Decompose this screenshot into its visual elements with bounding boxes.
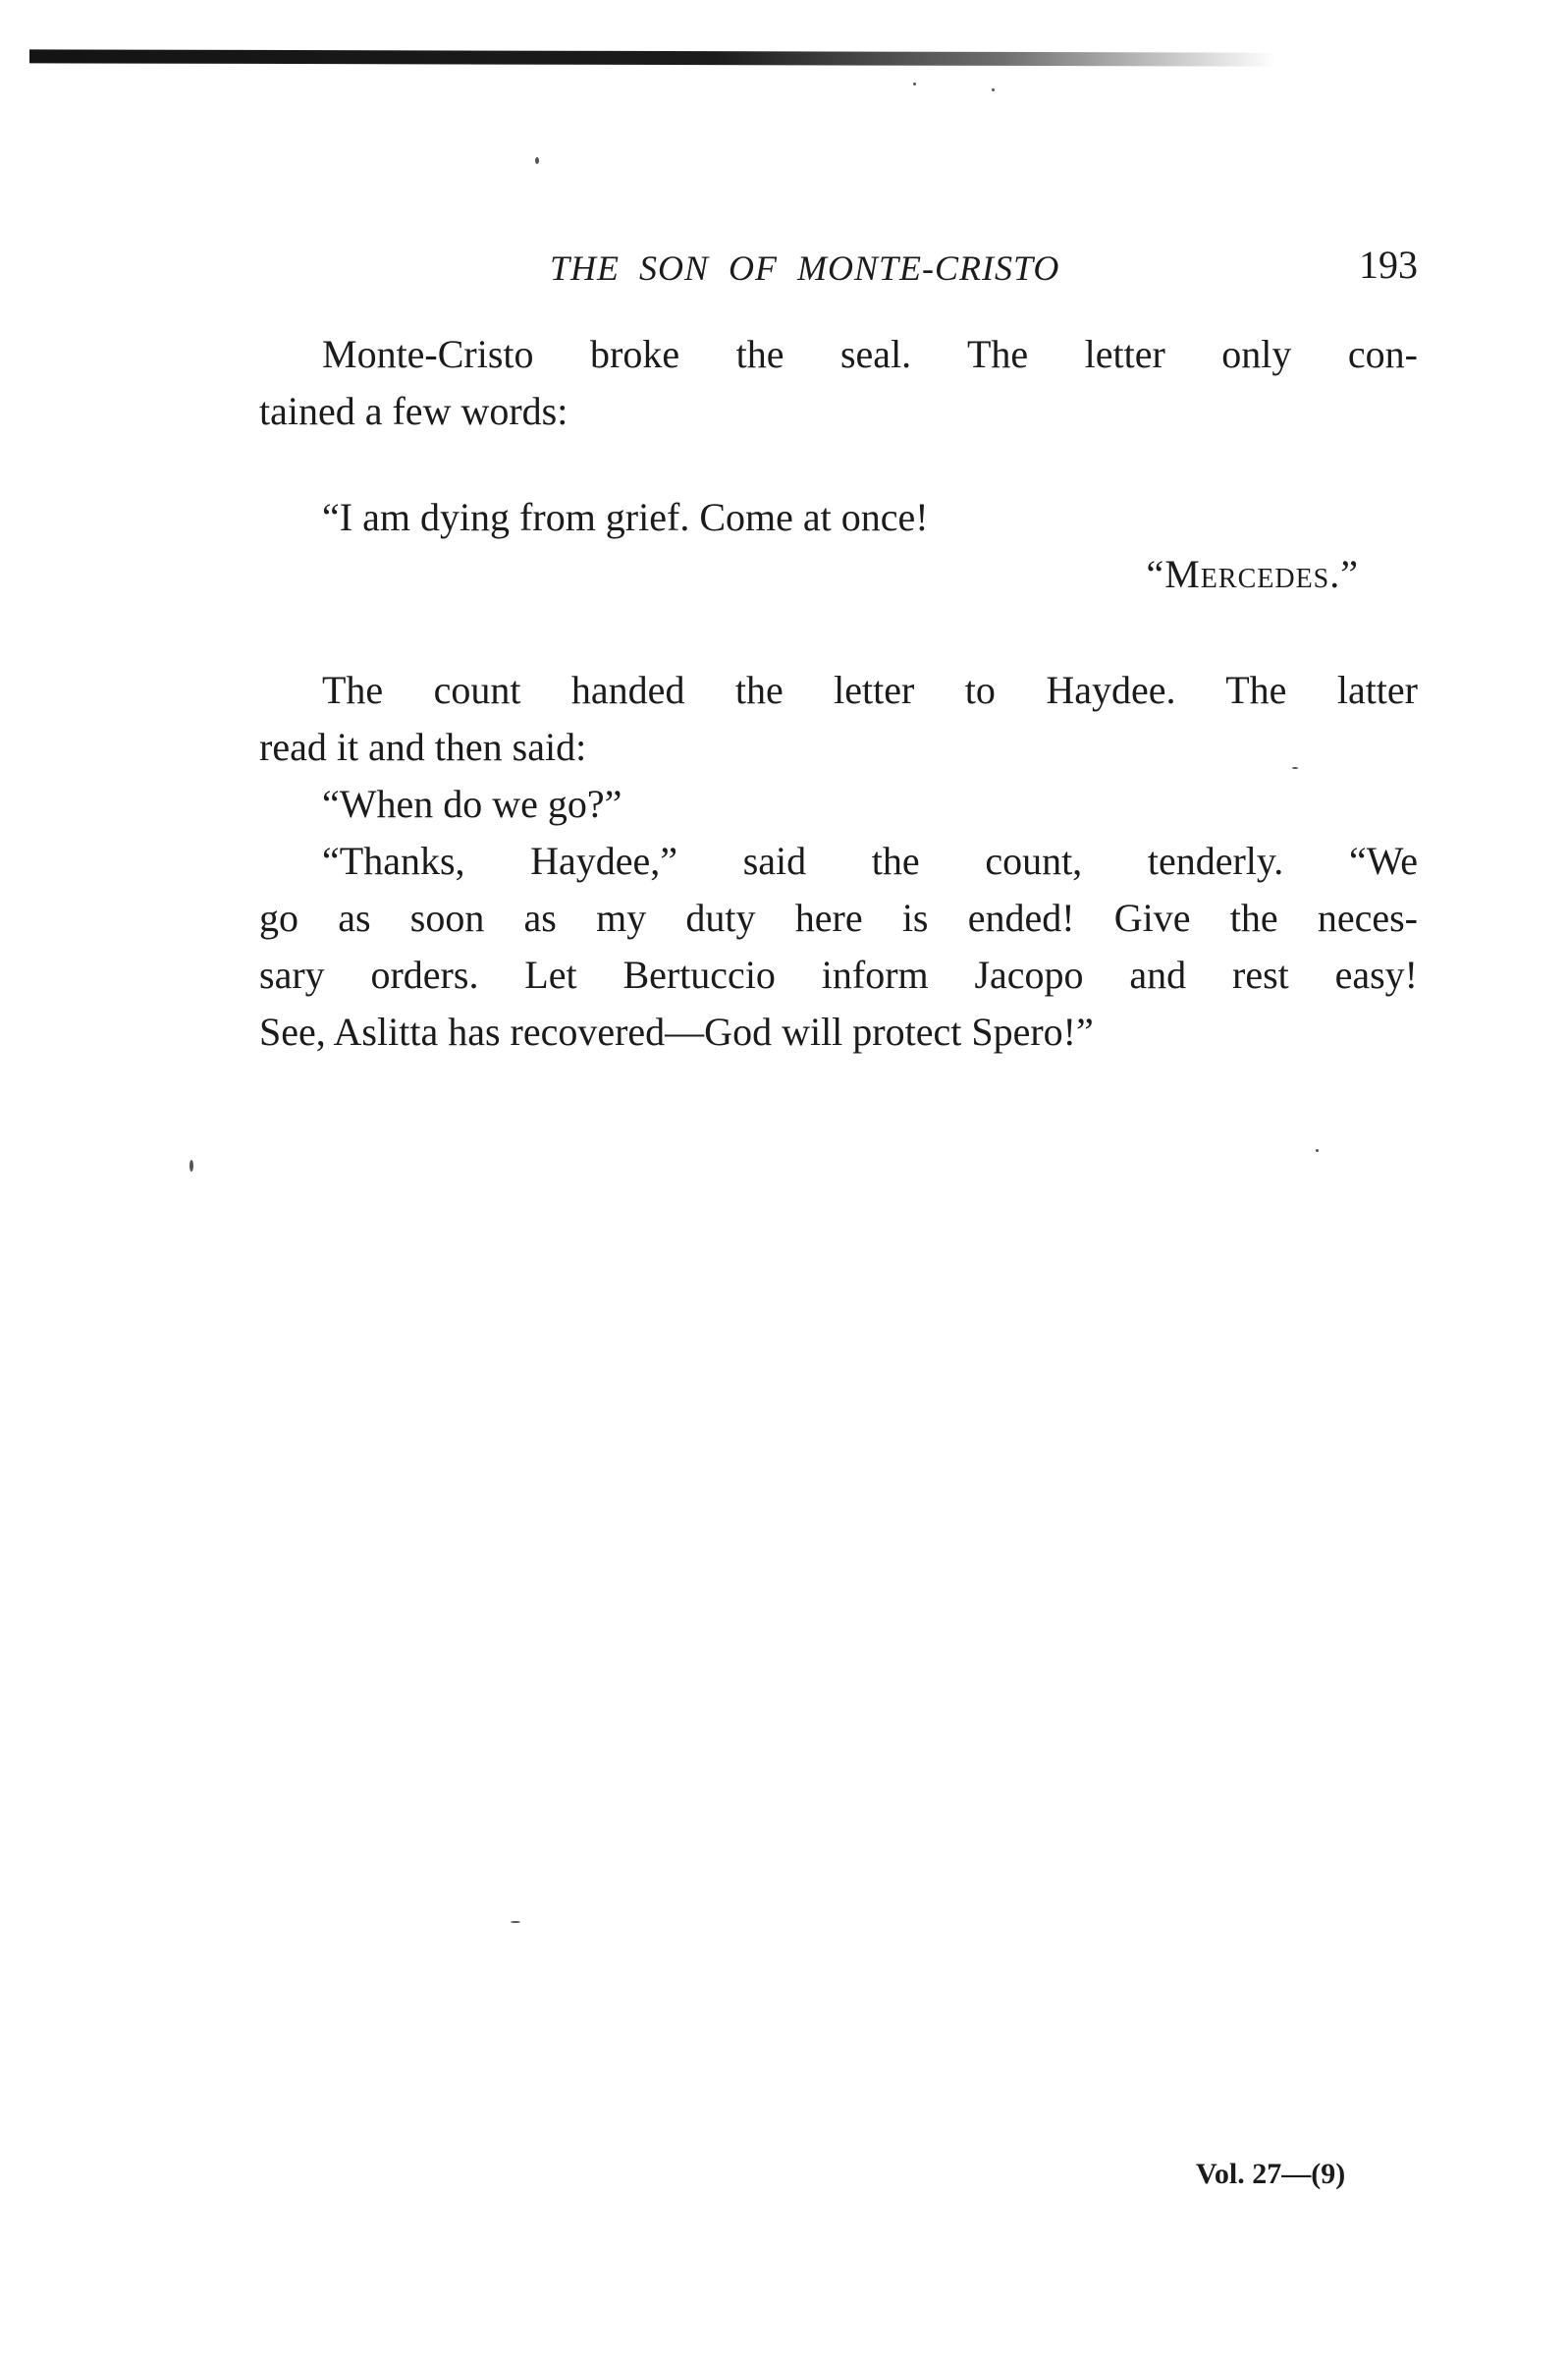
- scan-speck: [1316, 1149, 1319, 1152]
- scan-speck: [189, 1160, 193, 1172]
- paragraph-1: [259, 326, 1418, 440]
- scan-speck: [992, 88, 995, 91]
- scan-speck: [1292, 767, 1298, 769]
- scan-speck: [913, 82, 916, 85]
- paragraph-4-line-2: go as soon as my duty here is ended! Give the neces-: [259, 896, 1418, 940]
- running-head: [259, 242, 1418, 293]
- paragraph-4-line-1: “Thanks, Haydee,” said the count, tenderly. “We: [322, 839, 1418, 883]
- scan-speck: [535, 157, 539, 164]
- paragraph-2-line-1: The count handed the letter to Haydee. The latter: [322, 668, 1418, 712]
- paragraph-4-line-4: See, Aslitta has recovered—God will protect Spero!”: [259, 1010, 1094, 1054]
- scan-speck: [511, 1921, 520, 1923]
- body-text: [259, 326, 1418, 1061]
- paragraph-4-line-3: sary orders. Let Bertuccio inform Jacopo and rest easy!: [259, 953, 1418, 997]
- page-number: 193: [1359, 243, 1418, 287]
- paragraph-3-line-1: “When do we go?”: [322, 782, 622, 826]
- paragraph-4: [259, 833, 1418, 1061]
- paragraph-3: [259, 776, 1418, 833]
- volume-signature-mark: Vol. 27—(9): [1196, 2158, 1346, 2190]
- paragraph-1-line-2: tained a few words:: [259, 389, 568, 433]
- paragraph-2: [259, 662, 1418, 776]
- running-title: THE SON OF MONTE-CRISTO: [550, 248, 1060, 288]
- letter-quote-line: “I am dying from grief. Come at once!: [322, 495, 929, 539]
- top-rule: [29, 49, 1276, 66]
- paragraph-2-line-2: read it and then said:: [259, 725, 587, 769]
- paragraph-1-line-1: Monte-Cristo broke the seal. The letter only con-: [322, 332, 1418, 376]
- letter-signature: “Mercedes.”: [1146, 552, 1359, 596]
- letter-quote: [259, 489, 1418, 603]
